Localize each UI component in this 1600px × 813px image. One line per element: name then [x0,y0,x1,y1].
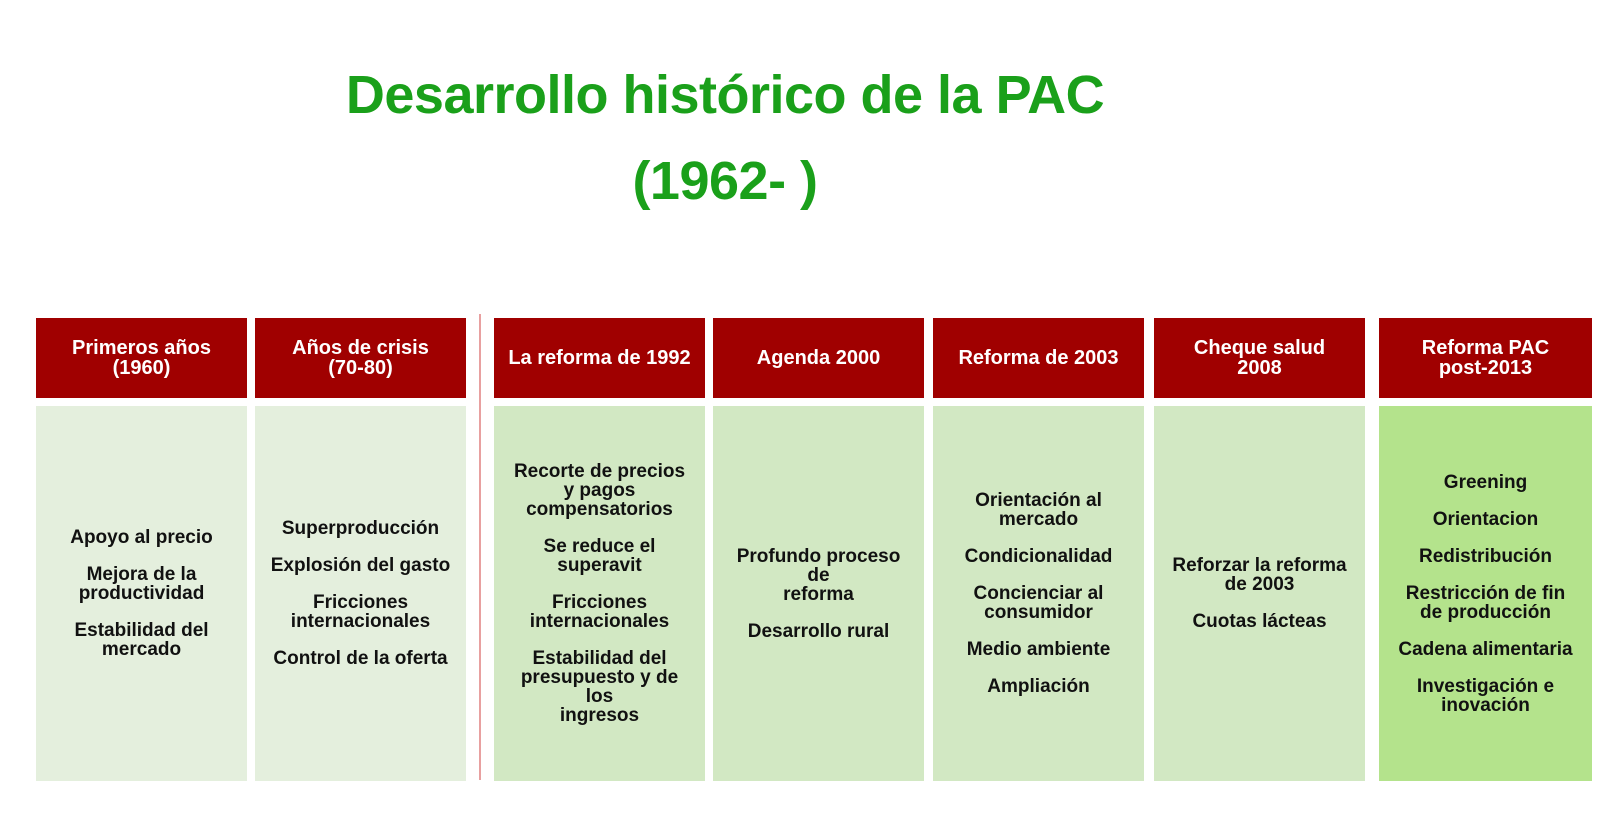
column-item-line: Cuotas lácteas [1192,611,1327,632]
column-item-line: superavit [557,555,642,576]
column-item [748,622,890,641]
column-header-line: (70-80) [328,357,393,379]
column-item-line: de 2003 [1224,574,1295,595]
column-item-line: Superproducción [281,518,440,539]
column-item-line: Reforzar la reforma [1172,555,1347,576]
column-item-line: internacionales [290,611,431,632]
column-header [255,318,466,398]
column-item-line: Mejora de la [86,564,197,585]
column-item [965,547,1113,566]
column-header-line: 2008 [1237,357,1282,379]
era-divider [479,314,481,780]
column-header-line: Reforma PAC [1421,337,1550,359]
column-item-line: Explosión del gasto [270,555,451,576]
column-item-line: presupuesto y de los [520,667,679,707]
column-item [725,547,912,604]
column-item-line: Control de la oferta [273,648,448,669]
column-header-line: (1960) [112,357,171,379]
column-item [506,649,693,725]
column-item [1398,640,1572,659]
column-body [494,406,705,781]
column-item-line: mercado [101,639,182,660]
column-item-line: inovación [1441,694,1530,716]
column-item-line: y pagos [563,480,636,501]
column-header [933,318,1144,398]
column-item-line: Restricción de fin [1405,582,1566,604]
column-header [1379,318,1592,398]
column-item [79,565,205,603]
column-item-line: reforma [783,583,854,605]
column-item-line: Orientación al [975,490,1102,511]
column-item-line: Fricciones [312,592,409,613]
column-item-line: Ampliación [987,676,1090,697]
column-item-line: mercado [998,509,1079,530]
column-item [1172,556,1346,594]
column-item-line: Medio ambiente [966,639,1111,660]
column-item [273,649,447,668]
column-item-line: productividad [78,583,205,604]
column-header-line: Agenda 2000 [756,347,881,369]
column-body [713,406,924,781]
column-item [1433,510,1539,529]
column-body [1154,406,1365,781]
column-item-line: Concienciar al [973,583,1104,604]
column-item-line: Orientacion [1432,508,1539,530]
page-title: Desarrollo histórico de la PAC [345,65,1105,125]
column-header-line: La reforma de 1992 [508,347,691,369]
column-header-line: Reforma de 2003 [958,347,1119,369]
column-body [1379,406,1592,781]
column-item-line: compensatorios [526,499,673,520]
page-subtitle: (1962- ) [632,151,818,211]
column-item [967,640,1111,659]
column-item [271,556,450,575]
column-item [1417,677,1554,715]
column-item [1444,473,1527,492]
column-item [974,584,1104,622]
column-item-line: de producción [1420,601,1551,623]
column-item [530,593,669,631]
column-item-line: Cadena alimentaria [1398,638,1573,660]
column-item [1406,584,1565,622]
column-item-line: Recorte de precios [513,461,686,482]
column-header-line: post-2013 [1438,357,1533,379]
column-item-line: Greening [1443,471,1528,493]
column-item-line: Desarrollo rural [747,620,890,642]
column-header-line: Años de crisis [292,337,429,359]
column-header [494,318,705,398]
column-item-line: Se reduce el [543,536,656,557]
column-item [291,593,430,631]
column-item-line: Fricciones [551,592,648,613]
column-item-line: consumidor [984,602,1093,623]
column-item [987,677,1089,696]
column-header-line: Primeros años [72,337,211,359]
column-item [70,528,213,547]
column-item [282,519,439,538]
column-item [975,491,1102,529]
column-item-line: Estabilidad del [532,648,667,669]
column-item-line: Redistribución [1418,545,1552,567]
column-header [713,318,924,398]
column-item [1192,612,1326,631]
column-item-line: Apoyo al precio [70,527,213,548]
column-body [933,406,1144,781]
column-item [1419,547,1552,566]
column-item [544,537,656,575]
column-header [1154,318,1365,398]
column-item-line: Investigación e [1416,675,1555,697]
column-item-line: Estabilidad del [74,620,209,641]
column-header [36,318,247,398]
column-body [255,406,466,781]
column-item [514,462,685,519]
column-item-line: Profundo proceso de [736,545,901,586]
column-body [36,406,247,781]
column-item-line: Condicionalidad [964,546,1113,567]
column-item-line: internacionales [529,611,670,632]
column-item [74,621,208,659]
column-header-line: Cheque salud [1193,337,1326,359]
column-item-line: ingresos [559,705,640,726]
